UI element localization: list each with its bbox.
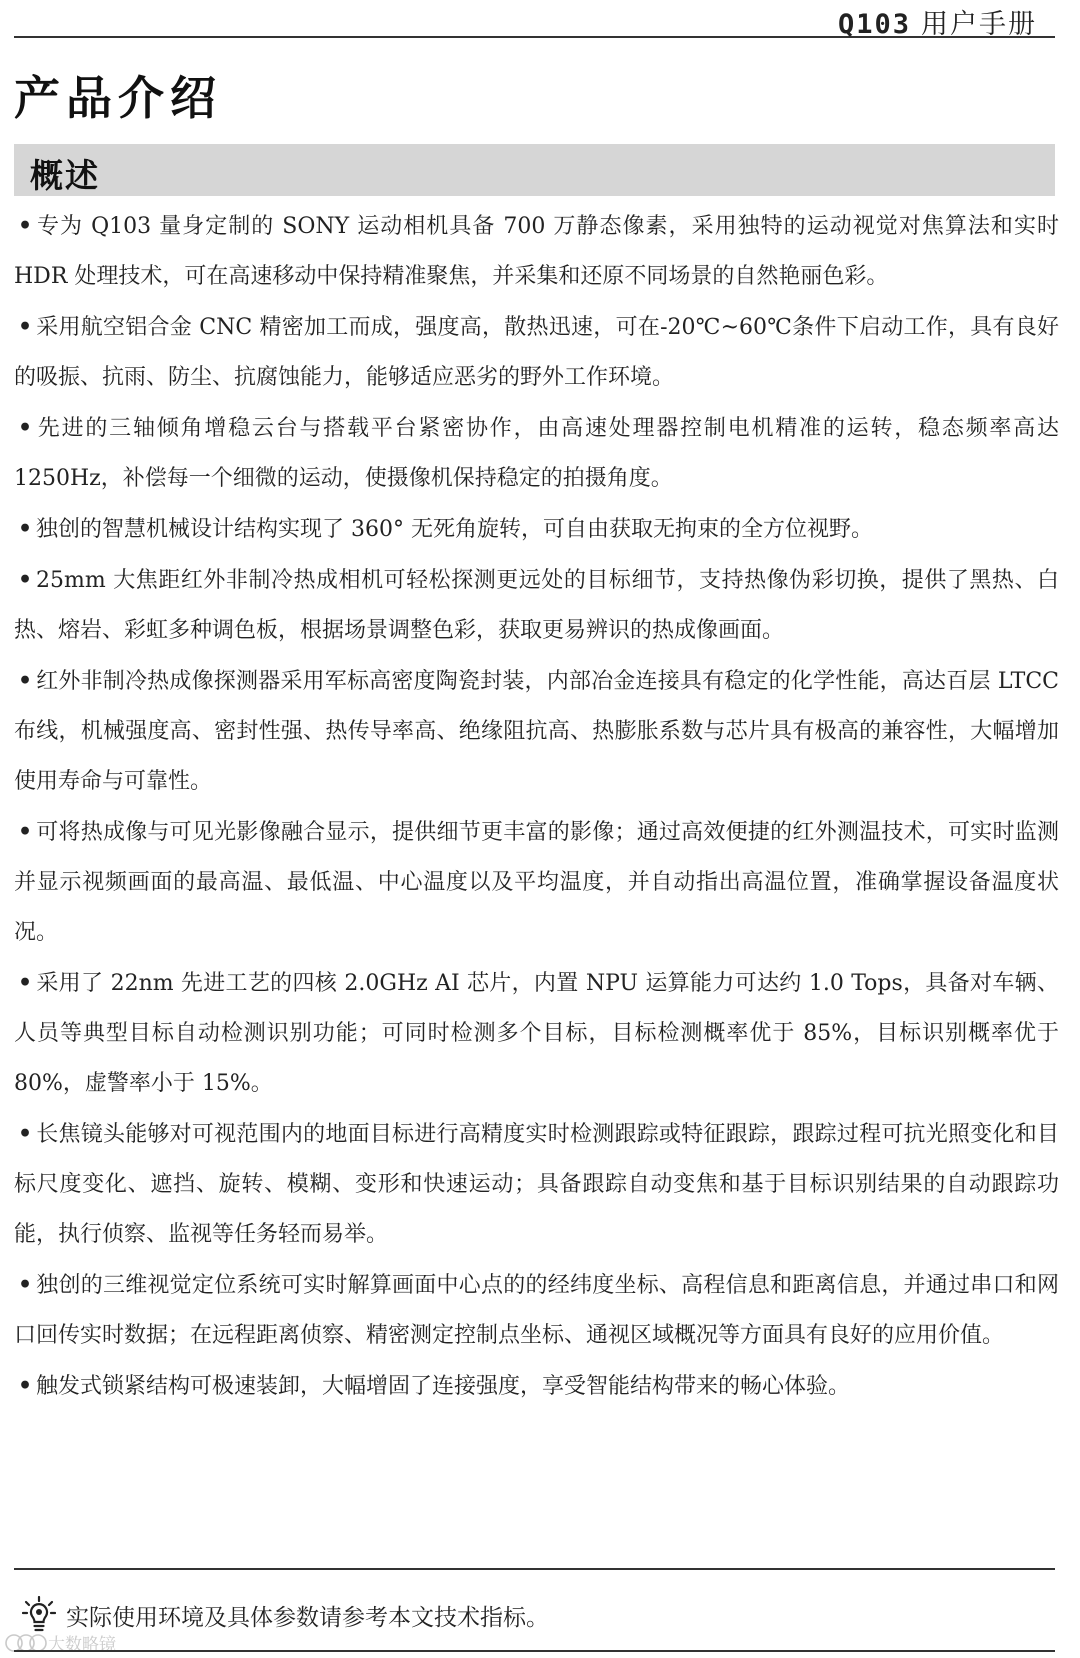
paragraph-text: 专为 Q103 量身定制的 SONY 运动相机具备 700 万静态像素，采用独特的运动视觉对焦算法和实时 HDR 处理技术，可在高速移动中保持精准聚焦，并采集和还原不同场景的自然艳丽色彩。 [14, 214, 1059, 289]
bullet-marker: • [17, 567, 33, 593]
paragraph-text: 先进的三轴倾角增稳云台与搭载平台紧密协作，由高速处理器控制电机精准的运转，稳态频率高达 1250Hz，补偿每一个细微的运动，使摄像机保持稳定的拍摄角度。 [14, 416, 1059, 491]
note-text: 实际使用环境及具体参数请参考本文技术指标。 [66, 1604, 549, 1631]
bullet-paragraph [14, 403, 1059, 504]
bullet-marker: • [17, 668, 33, 694]
bullet-paragraph [14, 1361, 1059, 1412]
section-title: 概述 [30, 156, 100, 195]
overview-content [14, 201, 1059, 1412]
bullet-marker: • [17, 516, 33, 542]
paragraph-text: 采用了 22nm 先进工艺的四核 2.0GHz AI 芯片，内置 NPU 运算能力可达约 1.0 Tops，具备对车辆、人员等典型目标自动检测识别功能；可同时检测多个目标，目标检测概率优于 85%，目标识别概率优于 80%，虚警率小于 15%。 [14, 971, 1059, 1096]
bullet-marker: • [17, 819, 33, 845]
bullet-paragraph [14, 958, 1059, 1109]
paragraph-text: 采用航空铝合金 CNC 精密加工而成，强度高，散热迅速，可在-20℃~60℃条件下启动工作，具有良好的吸振、抗雨、防尘、抗腐蚀能力，能够适应恶劣的野外工作环境。 [14, 315, 1059, 390]
paragraph-text: 触发式锁紧结构可极速装卸，大幅增固了连接强度，享受智能结构带来的畅心体验。 [36, 1374, 851, 1399]
bullet-marker: • [17, 1373, 33, 1399]
paragraph-text: 25mm 大焦距红外非制冷热成相机可轻松探测更远处的目标细节，支持热像伪彩切换，提供了黑热、白热、熔岩、彩虹多种调色板，根据场景调整色彩，获取更易辨识的热成像画面。 [14, 568, 1059, 643]
footer-divider [14, 1568, 1055, 1570]
header-text [838, 2, 1037, 41]
paragraph-text: 红外非制冷热成像探测器采用军标高密度陶瓷封装，内部冶金连接具有稳定的化学性能，高达百层 LTCC 布线，机械强度高、密封性强、热传导率高、绝缘阻抗高、热膨胀系数与芯片具有极高的兼容性，大幅增加使用寿命与可靠性。 [14, 669, 1059, 794]
bullet-paragraph [14, 807, 1059, 958]
bullet-paragraph [14, 555, 1059, 656]
bullet-paragraph [14, 1109, 1059, 1260]
bullet-marker: • [17, 314, 33, 340]
bullet-paragraph [14, 504, 1059, 555]
usage-note [22, 1595, 549, 1635]
lightbulb-icon [22, 1596, 56, 1634]
header-doc-title: 用户手册 [921, 9, 1037, 40]
bullet-marker: • [17, 1121, 33, 1147]
page-title: 产品介绍 [14, 71, 222, 125]
svg-text:大数略镜: 大数略镜 [48, 1635, 116, 1655]
paragraph-text: 独创的三维视觉定位系统可实时解算画面中心点的的经纬度坐标、高程信息和距离信息，并通过串口和网口回传实时数据；在远程距离侦察、精密测定控制点坐标、通视区域概况等方面具有良好的应用价值。 [14, 1273, 1059, 1348]
header-product-code: Q103 [837, 9, 911, 40]
footer-bottom-divider [14, 1650, 1055, 1652]
section-header-bar [14, 144, 1055, 196]
paragraph-text: 长焦镜头能够对可视范围内的地面目标进行高精度实时检测跟踪或特征跟踪，跟踪过程可抗光照变化和目标尺度变化、遮挡、旋转、模糊、变形和快速运动；具备跟踪自动变焦和基于目标识别结果的自动跟踪功能，执行侦察、监视等任务轻而易举。 [14, 1122, 1059, 1247]
paragraph-text: 独创的智慧机械设计结构实现了 360° 无死角旋转，可自由获取无拘束的全方位视野。 [36, 517, 873, 542]
bullet-paragraph [14, 201, 1059, 302]
paragraph-text: 可将热成像与可见光影像融合显示，提供细节更丰富的影像；通过高效便捷的红外测温技术，可实时监测并显示视频画面的最高温、最低温、中心温度以及平均温度，并自动指出高温位置，准确掌握设备温度状况。 [14, 820, 1059, 945]
bullet-paragraph [14, 1260, 1059, 1361]
running-header [14, 0, 1055, 38]
bullet-marker: • [17, 213, 33, 239]
watermark-logo [4, 1630, 154, 1656]
bullet-marker: • [17, 1272, 33, 1298]
bullet-marker: • [17, 970, 33, 996]
bullet-paragraph [14, 656, 1059, 807]
bullet-paragraph [14, 302, 1059, 403]
bullet-marker: • [17, 415, 33, 441]
